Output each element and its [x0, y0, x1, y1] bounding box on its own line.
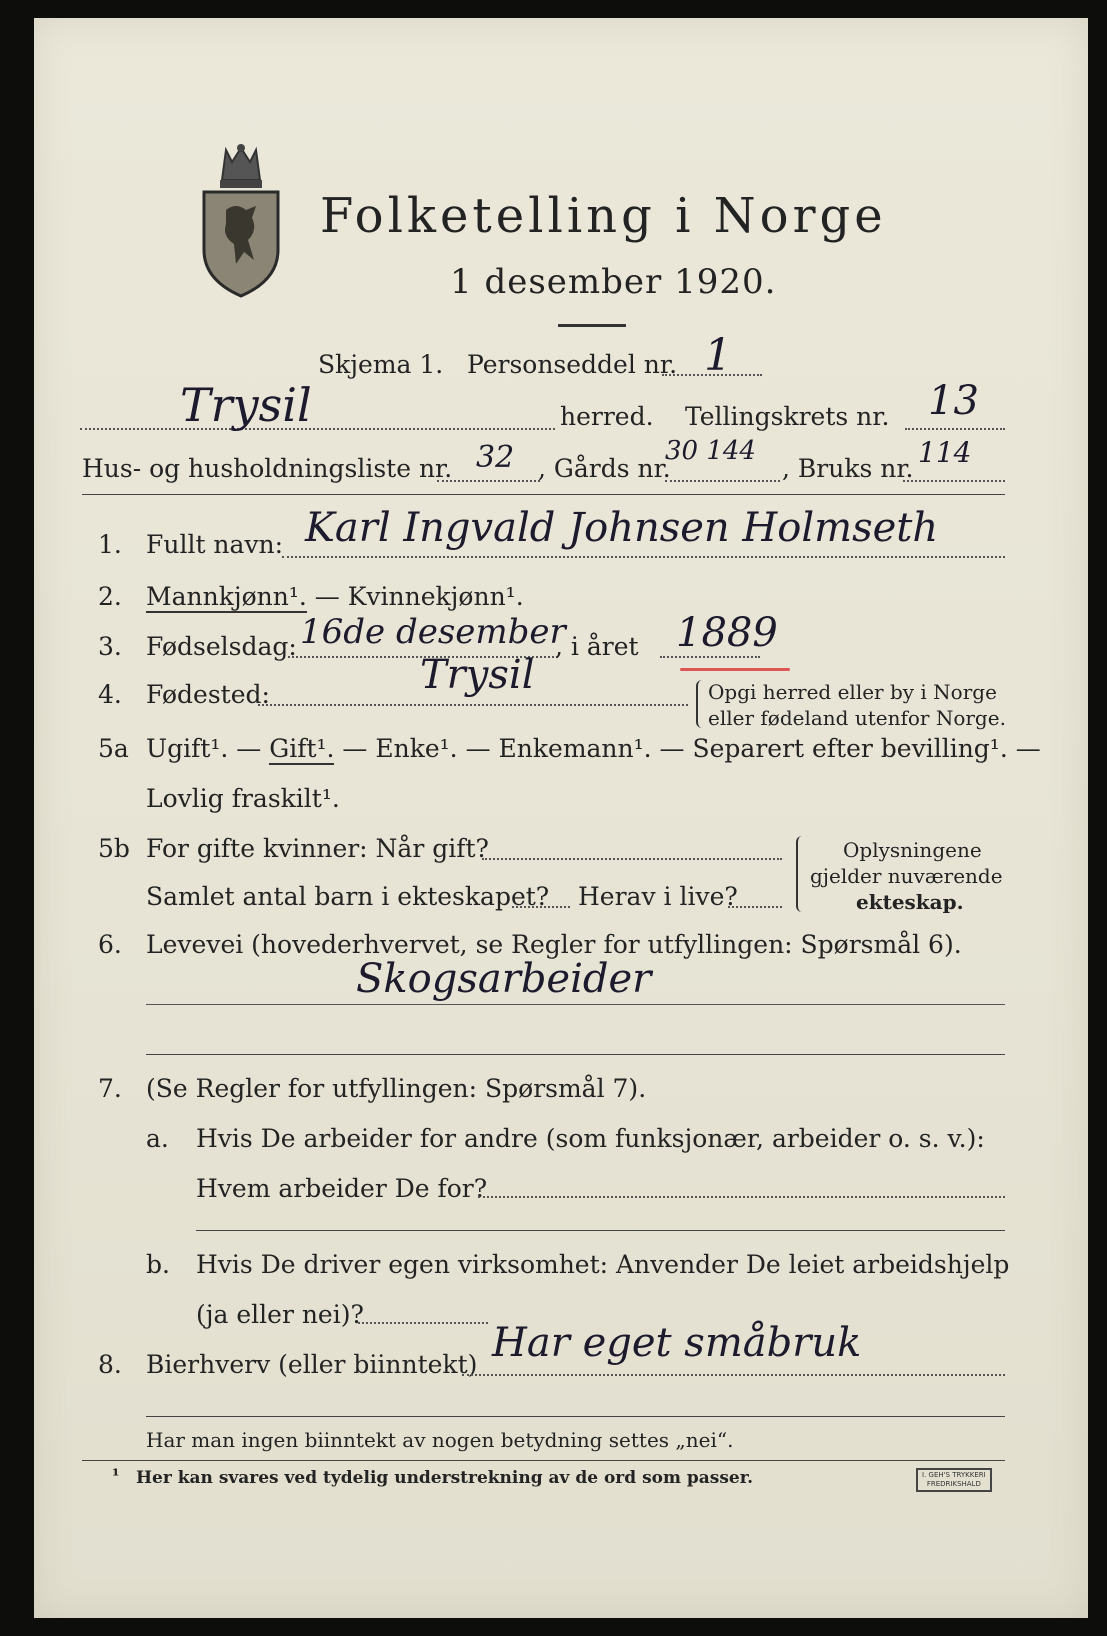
- q5b-label2: Samlet antal barn i ekteskapet?: [146, 882, 550, 911]
- q5b-label1: For gifte kvinner: Når gift?: [146, 834, 489, 863]
- tellingskrets-field-line: [905, 428, 1005, 430]
- q5a-line2: Lovlig fraskilt¹.: [146, 784, 340, 813]
- q5b-label3: Herav i live?: [578, 882, 738, 911]
- footnote-mark: ¹: [112, 1466, 120, 1486]
- title-divider: [558, 324, 626, 327]
- q4-note-line1: Opgi herred eller by i Norge: [708, 680, 997, 704]
- printer-stamp-line1: I. GEH'S TRYKKERI: [922, 1471, 986, 1479]
- q7a-letter: a.: [146, 1124, 169, 1153]
- q5b-note-brace: [796, 836, 806, 912]
- printer-stamp: [916, 1468, 992, 1492]
- q5b-note2: gjelder nuværende: [810, 864, 1003, 888]
- bruks-field-line: [903, 480, 1005, 482]
- tellingskrets-label: Tellingskrets nr.: [685, 402, 890, 431]
- q5a-gift-option: Gift¹.: [269, 734, 335, 763]
- footnote-separator: [82, 1460, 1005, 1461]
- gards-field-line: [665, 480, 780, 482]
- q2-male-option: Mannkjønn¹.: [146, 582, 307, 611]
- herred-field-line: [80, 428, 555, 430]
- census-date: 1 desember 1920.: [450, 262, 777, 302]
- q4-number: 4.: [98, 680, 122, 709]
- q7b-label1: Hvis De driver egen virksomhet: Anvender De leiet arbeidshjelp: [196, 1250, 1010, 1279]
- q5a-ugift-option: Ugift¹. —: [146, 734, 270, 763]
- q3-year-field-line: [660, 656, 760, 658]
- husliste-label: Hus- og husholdningsliste nr.: [82, 454, 453, 483]
- q5b-married-field-line: [482, 858, 782, 860]
- q8-note: Har man ingen biinntekt av nogen betydning settes „nei“.: [146, 1428, 734, 1452]
- red-pencil-mark: [680, 668, 790, 671]
- q8-value: Har eget småbruk: [492, 1320, 862, 1366]
- q5b-children-field-line: [512, 906, 570, 908]
- q7a-label2: Hvem arbeider De for?: [196, 1174, 488, 1203]
- q6-field-line: [146, 1004, 1005, 1005]
- q7b-label2: (ja eller nei)?: [196, 1300, 364, 1329]
- q4-label: Fødested:: [146, 680, 270, 709]
- bruks-value: 114: [918, 436, 972, 469]
- q4-note-brace: [696, 680, 704, 728]
- q2-options: [146, 582, 524, 611]
- q2-other-options: — Kvinnekjønn¹.: [306, 582, 524, 611]
- q3-year-label: , i året: [555, 632, 639, 661]
- q8-label: Bierhverv (eller biinntekt): [146, 1350, 478, 1379]
- bruks-label: , Bruks nr.: [782, 454, 914, 483]
- q5a-options: [146, 734, 1041, 763]
- q3-value: 16de desember: [300, 612, 566, 652]
- q1-label: Fullt navn:: [146, 530, 284, 559]
- personseddel-label: Personseddel nr.: [467, 350, 678, 379]
- q6-value: Skogsarbeider: [356, 956, 652, 1002]
- husliste-field-line: [437, 480, 540, 482]
- footnote-text: Her kan svares ved tydelig understrekning av de ord som passer.: [136, 1468, 754, 1488]
- q4-field-line: [258, 704, 688, 706]
- form-title: Folketelling i Norge: [320, 188, 887, 244]
- q8-field-line: [462, 1374, 1005, 1376]
- tellingskrets-value: 13: [928, 378, 979, 424]
- q7a-field-line: [478, 1196, 1005, 1198]
- herred-value: Trysil: [180, 378, 312, 432]
- q1-field-line: [282, 556, 1005, 558]
- q2-number: 2.: [98, 582, 122, 611]
- q7b-field-line: [358, 1322, 488, 1324]
- q1-number: 1.: [98, 530, 122, 559]
- q7-label: (Se Regler for utfyllingen: Spørsmål 7).: [146, 1074, 647, 1103]
- printer-stamp-line2: FREDRIKSHALD: [926, 1480, 981, 1488]
- gards-value: 30 144: [665, 436, 756, 466]
- q5b-note1: Oplysningene: [843, 838, 982, 862]
- q5a-other-options: — Enke¹. — Enkemann¹. — Separert efter bevilling¹. —: [334, 734, 1041, 763]
- herred-label: herred.: [560, 402, 654, 431]
- husliste-value: 32: [476, 440, 515, 475]
- q5b-alive-field-line: [728, 906, 782, 908]
- personseddel-value: 1: [704, 330, 732, 381]
- header-separator: [82, 494, 1005, 495]
- norwegian-lion-crest-icon: [196, 140, 286, 305]
- q5b-number: 5b: [98, 834, 130, 863]
- q6-label: Levevei (hovederhvervet, se Regler for utfyllingen: Spørsmål 6).: [146, 930, 962, 959]
- q6-second-line: [146, 1054, 1005, 1055]
- q8-number: 8.: [98, 1350, 122, 1379]
- q4-note-line2: eller fødeland utenfor Norge.: [708, 706, 1006, 730]
- gards-label: , Gårds nr.: [538, 454, 671, 483]
- q7-number: 7.: [98, 1074, 122, 1103]
- q1-value: Karl Ingvald Johnsen Holmseth: [305, 505, 939, 551]
- q4-value: Trysil: [420, 652, 535, 698]
- q3-number: 3.: [98, 632, 122, 661]
- q5b-note3: ekteskap.: [856, 890, 964, 914]
- q7b-letter: b.: [146, 1250, 170, 1279]
- q6-number: 6.: [98, 930, 122, 959]
- q3-year-value: 1889: [676, 610, 778, 656]
- q7a-label1: Hvis De arbeider for andre (som funksjonær, arbeider o. s. v.):: [196, 1124, 985, 1153]
- q7a-second-line: [196, 1230, 1005, 1231]
- q3-label: Fødselsdag:: [146, 632, 297, 661]
- q5a-number: 5a: [98, 734, 129, 763]
- skjema-label: Skjema 1.: [318, 350, 444, 379]
- q8-second-line: [146, 1416, 1005, 1417]
